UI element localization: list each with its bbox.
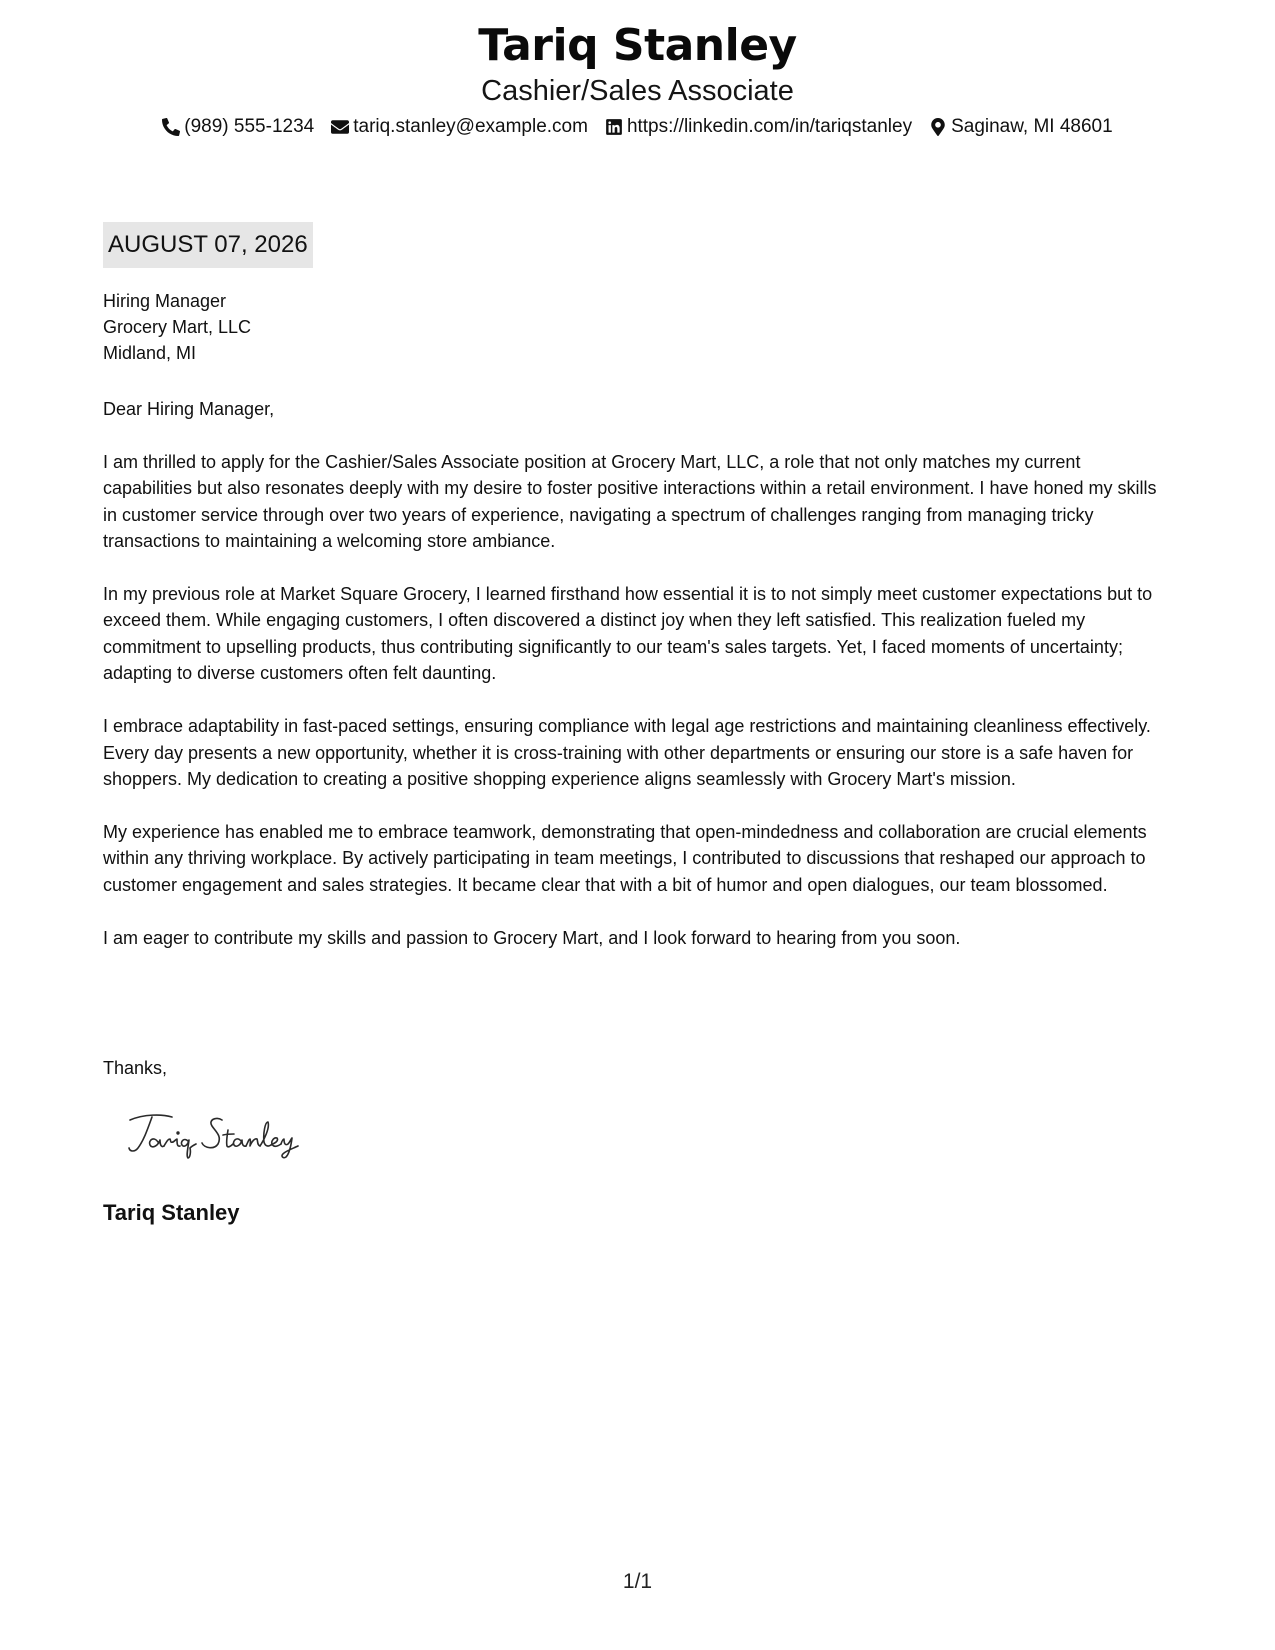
salutation: Dear Hiring Manager, bbox=[103, 399, 275, 419]
phone-icon bbox=[162, 118, 180, 136]
recipient-line: Grocery Mart, LLC bbox=[103, 317, 252, 337]
contact-email[interactable] bbox=[331, 114, 588, 140]
contact-linkedin[interactable] bbox=[605, 114, 912, 140]
signatory-name: Tariq Stanley bbox=[103, 1200, 240, 1225]
closing: Thanks, bbox=[103, 1058, 168, 1078]
body-paragraph: I am eager to contribute my skills and passion to Grocery Mart, and I look forward to hearing from you soon. bbox=[103, 927, 961, 948]
body-paragraph: I am thrilled to apply for the Cashier/Sales Associate position at Grocery Mart, LLC, a role that not only matches my current capabilities but also resonates deeply with my desire to foster positive interactions within a retail environment. I have honed my skills in customer service through over two years of experience, navigating a spectrum of challenges ranging from managing tricky transactions to maintaining a welcoming store ambiance. bbox=[103, 451, 1157, 552]
recipient-line: Hiring Manager bbox=[103, 291, 227, 311]
recipient-line: Midland, MI bbox=[103, 343, 197, 363]
email-text[interactable]: tariq.stanley@example.com bbox=[353, 116, 588, 137]
contact-bar bbox=[0, 114, 1275, 140]
body-paragraph: I embrace adaptability in fast-paced settings, ensuring compliance with legal age restrictions and maintaining cleanliness effectively. Every day presents a new opportunity, whether it is cross-training with other departments or ensuring our store is a safe haven for shoppers. My dedication to creating a positive shopping experience aligns seamlessly with Grocery Mart's mission. bbox=[103, 716, 1151, 789]
phone-text: (989) 555-1234 bbox=[184, 116, 315, 137]
handwritten-signature bbox=[124, 1108, 344, 1162]
applicant-name: Tariq Stanley bbox=[478, 20, 797, 71]
linkedin-icon bbox=[605, 118, 623, 136]
envelope-icon bbox=[331, 118, 349, 136]
body-paragraph: In my previous role at Market Square Grocery, I learned firsthand how essential it is to not simply meet customer expectations but to exceed them. While engaging customers, I often discovered a distinct joy when they left satisfied. This realization fueled my commitment to upselling products, thus contributing significantly to our team's sales targets. Yet, I faced moments of uncertainty; adapting to diverse customers often felt daunting. bbox=[103, 584, 1153, 684]
page-number: 1/1 bbox=[622, 1570, 653, 1593]
letter-date: AUGUST 07, 2026 bbox=[103, 222, 313, 268]
contact-phone bbox=[162, 114, 314, 140]
applicant-job-title: Cashier/Sales Associate bbox=[481, 75, 794, 107]
letter-body bbox=[103, 396, 1173, 978]
linkedin-text[interactable]: https://linkedin.com/in/tariqstanley bbox=[626, 116, 913, 137]
location-text: Saginaw, MI 48601 bbox=[951, 116, 1113, 137]
recipient-block bbox=[103, 288, 251, 366]
body-paragraph: My experience has enabled me to embrace teamwork, demonstrating that open-mindedness and collaboration are crucial elements within any thriving workplace. By actively participating in team meetings, I contributed to discussions that reshaped our approach to customer engagement and sales strategies. It became clear that with a bit of humor and open dialogues, our team blossomed. bbox=[103, 821, 1147, 895]
letter-header bbox=[0, 18, 1275, 140]
contact-location bbox=[929, 114, 1113, 140]
map-marker-icon bbox=[929, 118, 947, 136]
